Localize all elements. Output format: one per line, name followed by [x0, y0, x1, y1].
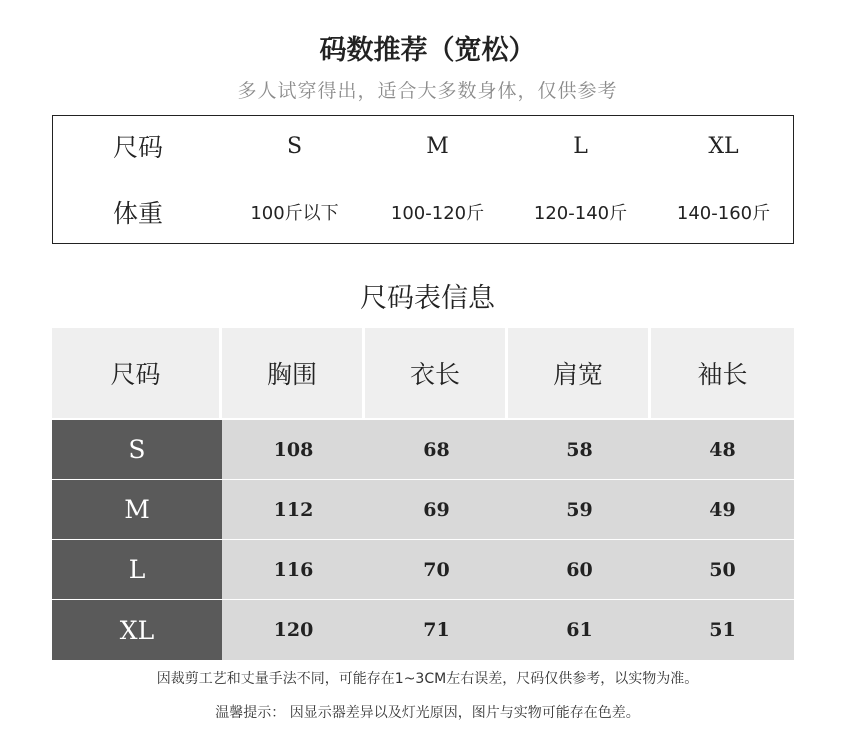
table-row — [52, 480, 794, 540]
recommendation-size-s: S — [286, 133, 303, 159]
recommendation-size-xl: XL — [708, 133, 739, 159]
shoulder-value: 60 — [508, 540, 651, 599]
sleeve-value: 49 — [651, 480, 794, 539]
recommendation-weight-m: 100-120斤 — [390, 203, 485, 224]
row-size-label: L — [52, 540, 222, 599]
sleeve-value: 48 — [651, 420, 794, 479]
weight-row-label: 体重 — [112, 199, 163, 228]
color-difference-note: 温馨提示： 因显示器差异以及灯光原因，图片与实物可能存在色差。 — [215, 705, 640, 721]
recommendation-weight-xl: 140-160斤 — [676, 203, 771, 224]
shoulder-value: 59 — [508, 480, 651, 539]
row-size-label: S — [52, 420, 222, 479]
length-value: 69 — [365, 480, 508, 539]
recommendation-size-m: M — [426, 133, 449, 159]
shoulder-value: 58 — [508, 420, 651, 479]
sleeve-value: 51 — [651, 600, 794, 660]
recommendation-size-row — [53, 116, 793, 176]
row-size-label: M — [52, 480, 222, 539]
chest-value: 116 — [222, 540, 365, 599]
header-shoulder: 肩宽 — [508, 328, 651, 418]
recommendation-size-l: L — [573, 133, 588, 159]
page-subtitle: 多人试穿得出，适合大多数身体，仅供参考 — [237, 80, 618, 102]
size-row-label: 尺码 — [112, 133, 163, 162]
size-chart-body — [52, 420, 794, 660]
table-row — [52, 420, 794, 480]
header-length: 衣长 — [365, 328, 508, 418]
table-row — [52, 600, 794, 660]
row-size-label: XL — [52, 600, 222, 660]
header-sleeve: 袖长 — [651, 328, 794, 418]
header-chest: 胸围 — [222, 328, 365, 418]
sleeve-value: 50 — [651, 540, 794, 599]
size-chart-title: 尺码表信息 — [360, 283, 495, 314]
size-chart-header-row — [52, 328, 794, 418]
measurement-note: 因裁剪工艺和丈量手法不同，可能存在1~3CM左右误差，尺码仅供参考，以实物为准。 — [156, 671, 699, 687]
recommendation-weight-l: 120-140斤 — [533, 203, 628, 224]
chest-value: 108 — [222, 420, 365, 479]
size-recommendation-box — [52, 115, 794, 244]
chest-value: 120 — [222, 600, 365, 660]
recommendation-weight-s: 100斤以下 — [250, 203, 339, 224]
chest-value: 112 — [222, 480, 365, 539]
header-size: 尺码 — [52, 328, 222, 418]
shoulder-value: 61 — [508, 600, 651, 660]
page-title: 码数推荐（宽松） — [319, 35, 536, 66]
size-chart-table — [52, 328, 794, 660]
length-value: 70 — [365, 540, 508, 599]
length-value: 68 — [365, 420, 508, 479]
length-value: 71 — [365, 600, 508, 660]
table-row — [52, 540, 794, 600]
recommendation-weight-row — [53, 182, 793, 242]
